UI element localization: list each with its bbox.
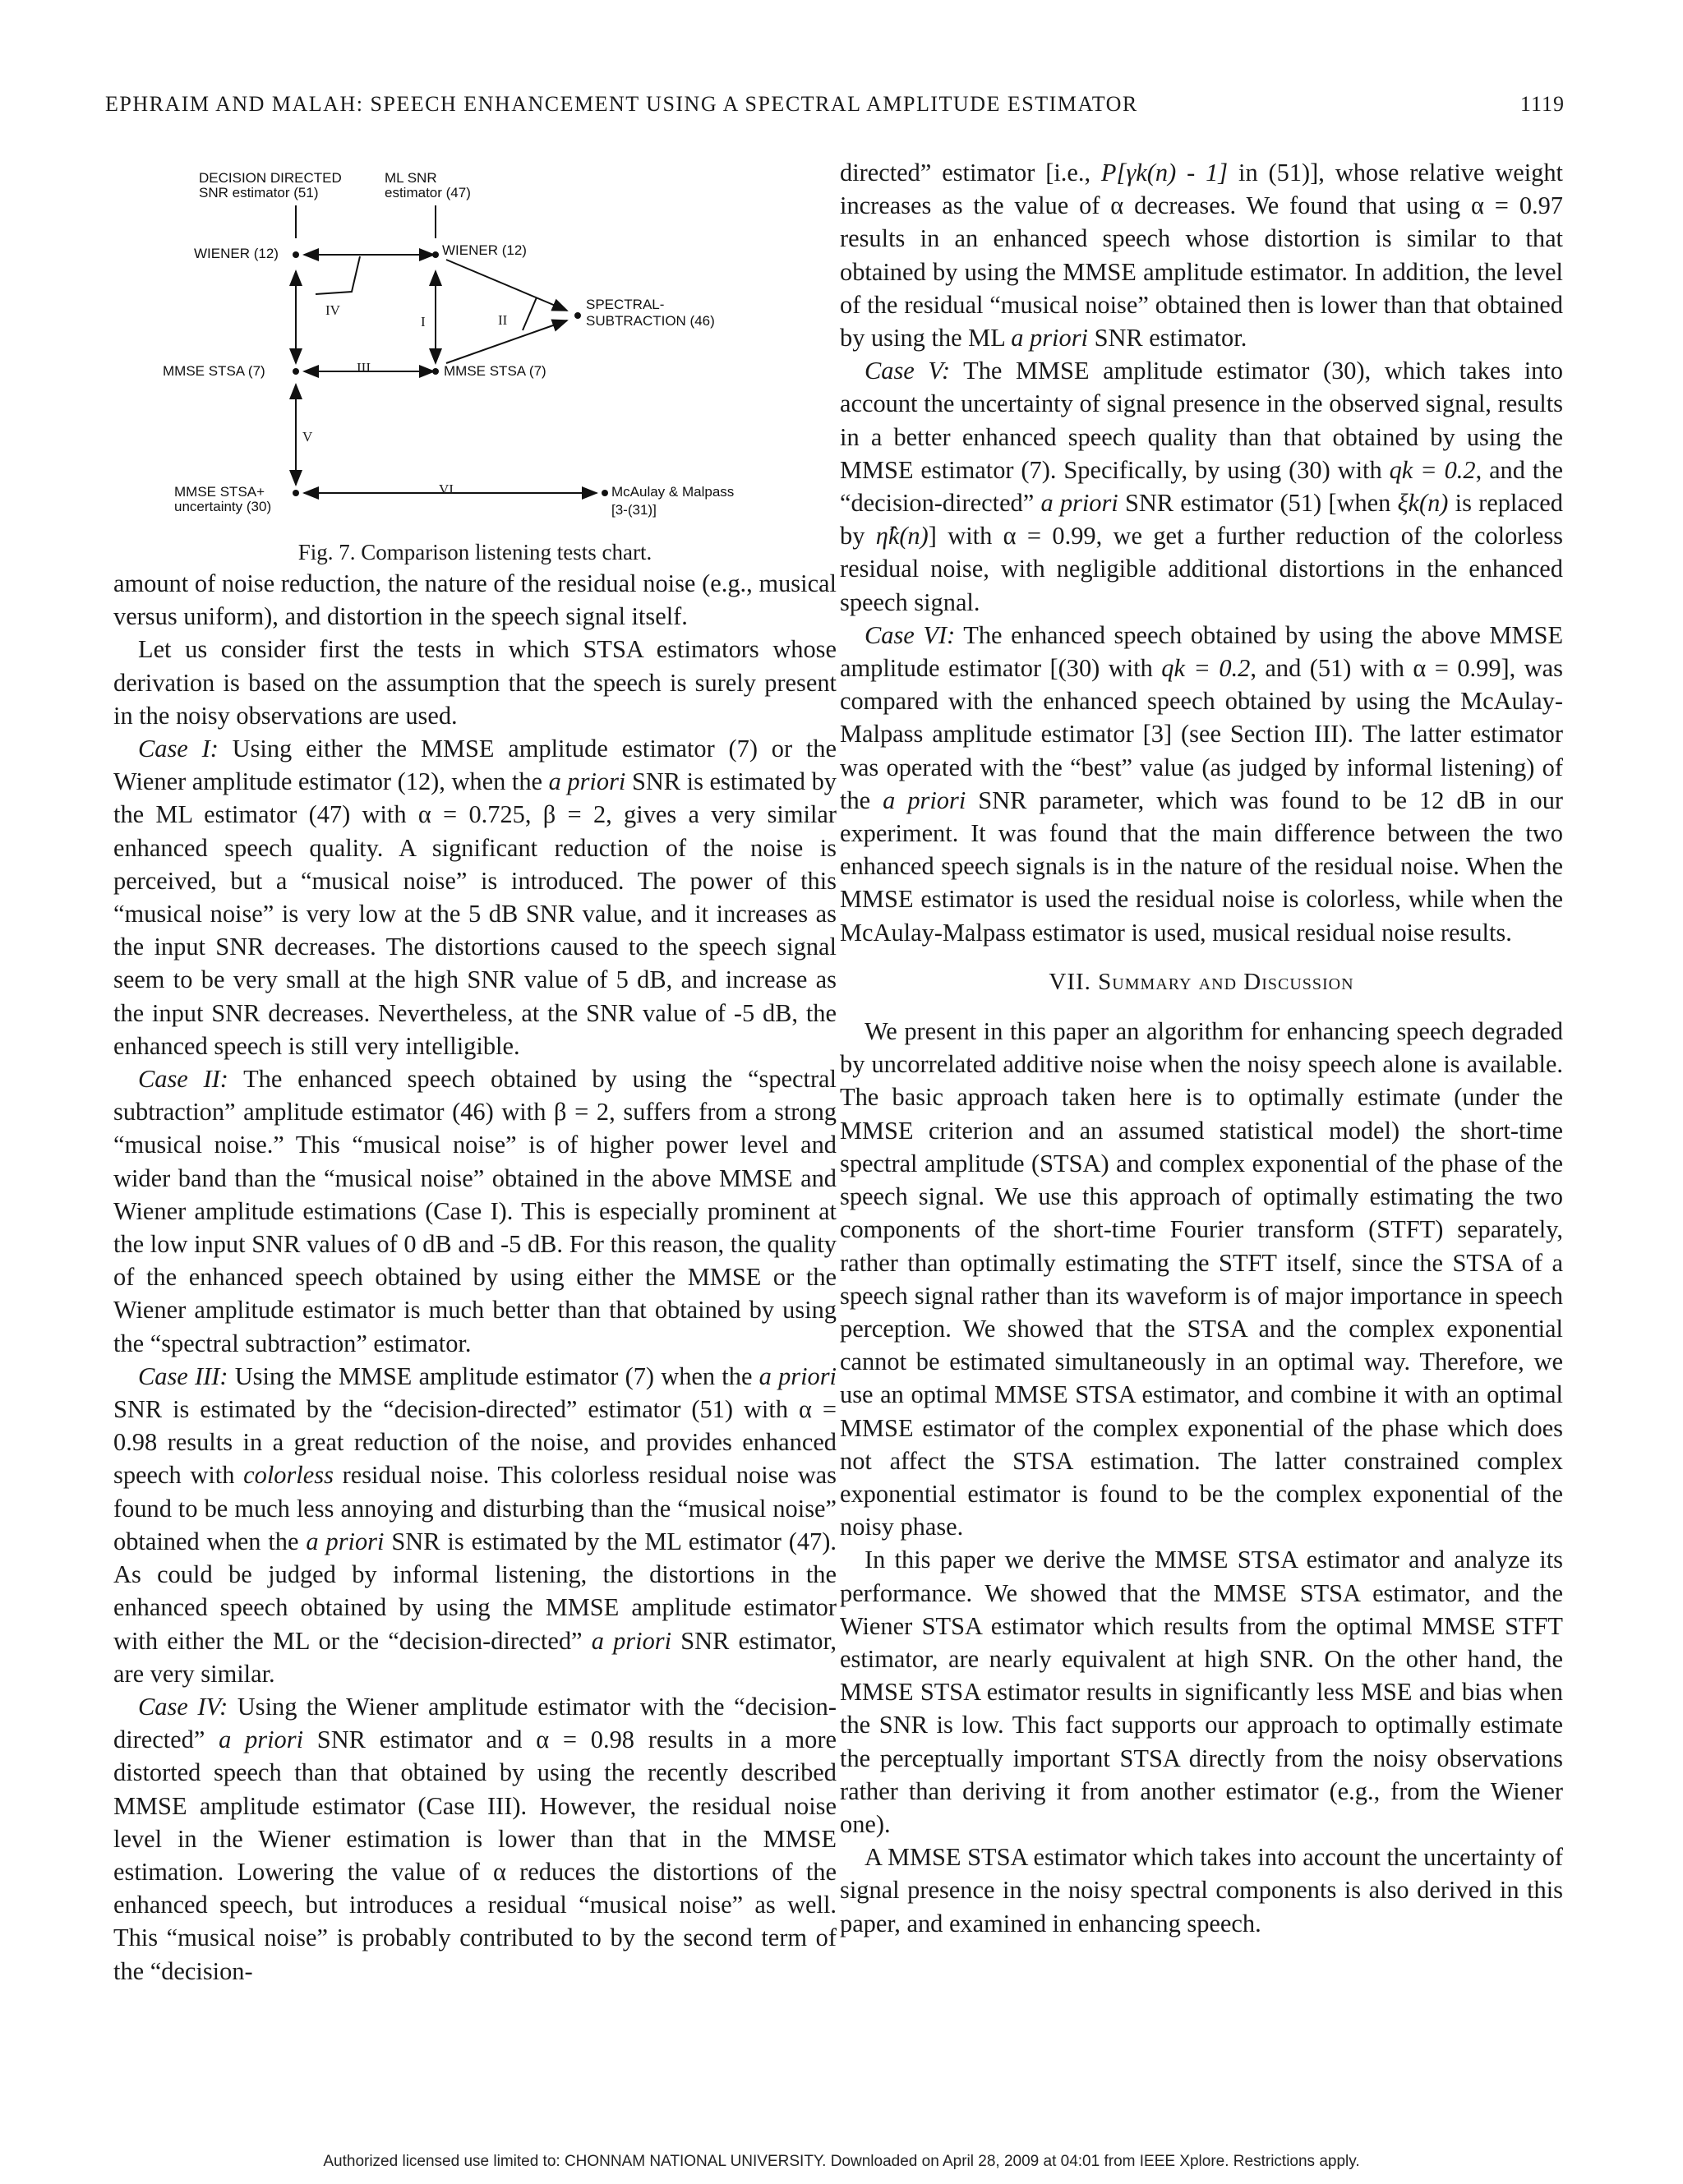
running-header bbox=[105, 92, 1565, 125]
page-number: 1119 bbox=[1519, 92, 1565, 116]
label-mmse-right: MMSE STSA (7) bbox=[444, 363, 546, 379]
label-wiener-left: WIENER (12) bbox=[194, 246, 279, 261]
case-6-label: Case VI: bbox=[865, 620, 956, 649]
label-spectral: SPECTRAL- bbox=[586, 297, 665, 312]
case-4-label: Case IV: bbox=[138, 1692, 228, 1721]
node-wiener-left bbox=[293, 251, 299, 258]
label-mmse-left: MMSE STSA (7) bbox=[163, 363, 265, 379]
paragraph-case-4: Case IV: Using the Wiener amplitude estimator with the “decision-directed” a priori SNR estimator and α = 0.98 results in a more distorted speech than that obtained by using the recently described MMSE amplitude estimator (Case III). However, the residual noise level in the Wiener estimation is lower than that in the MMSE estimation. Lowering the value of α reduces the distortions of the enhanced speech, but introduces a residual “musical noise” as well. This “musical noise” is probably contributed to by the second term of the “decision- bbox=[113, 1692, 837, 1985]
label-decision-directed: DECISION DIRECTED bbox=[199, 170, 342, 186]
paragraph-noise-reduction: amount of noise reduction, the nature of the residual noise (e.g., musical versus uniform), and distortion in the speech signal itself. bbox=[113, 569, 837, 631]
case-1-label: Case I: bbox=[138, 735, 219, 763]
label-ml-snr: ML SNR bbox=[385, 170, 437, 186]
label-decision-directed-sub: SNR estimator (51) bbox=[199, 185, 319, 200]
numeral-ii: II bbox=[498, 312, 508, 328]
numeral-iii: III bbox=[357, 360, 371, 376]
paragraph-case-5: Case V: The MMSE amplitude estimator (30), which takes into account the uncertainty of signal presence in the observed signal, results in a better enhanced speech quality than that obtained by using the MMSE estimator (7). Specifically, by using (30) with qk = 0.2, and the “decision-directed” a priori SNR estimator (51) [when ξk(n) is replaced by η̂k(n)] with α = 0.99, we get a further reduction of the colorless residual noise, with negligible additional distortions in the enhanced speech signal. bbox=[840, 357, 1563, 616]
node-wiener-right bbox=[432, 251, 439, 258]
paragraph-case-6: Case VI: The enhanced speech obtained by using the above MMSE amplitude estimator [(30) with qk = 0.2, and (51) with α = 0.99], was compared with the enhanced speech obtained by using the McAulay-Malpass amplitude estimator [3] (see Section III). The latter estimator was operated with the “best” value (as judged by informal listening) of the a priori SNR parameter, which was found to be 12 dB in our experiment. It was found that the main difference between the two enhanced speech signals is in the nature of the residual noise. When the MMSE estimator is used the residual noise is colorless, while when the McAulay-Malpass estimator is used, musical residual noise results. bbox=[840, 620, 1564, 947]
node-mmse-right bbox=[432, 368, 439, 375]
paragraph-summary-1: We present in this paper an algorithm for enhancing speech degraded by uncorrelated additive noise when the noisy speech alone is available. The basic approach taken here is to optimally estimate (under the MMSE criterion and an assumed statistical model) the short-time spectral amplitude (STSA) and complex exponential of the phase of the speech signal. We use this approach of optimally estimating the two components of the short-time Fourier transform (STFT) separately, rather than optimally estimating the STFT itself, since the STSA of a speech signal rather than its waveform is of major importance in speech perception. We showed that the STSA and the complex exponential cannot be estimated simultaneously in an optimal way. Therefore, we use an optimal MMSE STSA estimator, and combine it with an optimal MMSE estimator of the complex exponential of the phase which does not affect the STSA estimation. The latter constrained complex exponential estimator is found to be the complex exponential of the noisy phase. bbox=[840, 1017, 1563, 1541]
ii-divider bbox=[523, 297, 537, 330]
running-title: EPHRAIM AND MALAH: SPEECH ENHANCEMENT USING A SPECTRAL AMPLITUDE ESTIMATOR bbox=[105, 92, 1138, 116]
label-spectral-sub: SUBTRACTION (46) bbox=[586, 313, 715, 329]
arrow-ii-upper bbox=[446, 260, 567, 311]
paragraph-summary-2: In this paper we derive the MMSE STSA estimator and analyze its performance. We showed that the MMSE STSA estimator, and the Wiener STSA estimator which results from the optimal MMSE STFT estimator, are nearly equivalent at high SNR. On the other hand, the MMSE STSA estimator results in significantly less MSE and bias when the SNR is low. This fact supports our approach to optimally estimate the perceptually important STSA directly from the noisy observations rather than deriving it from another estimator (e.g., from the Wiener one). bbox=[840, 1546, 1563, 1838]
arrow-iv-cross bbox=[316, 256, 360, 294]
label-mmse-uncertainty: MMSE STSA+ bbox=[174, 484, 265, 500]
label-ml-snr-sub: estimator (47) bbox=[385, 185, 471, 200]
case-3-label: Case III: bbox=[138, 1362, 228, 1390]
numeral-vi: VI bbox=[439, 481, 454, 497]
node-mmse-uncertainty bbox=[293, 490, 299, 496]
figure-7 bbox=[113, 156, 837, 567]
label-mcaulay-ref: [3-(31)] bbox=[611, 502, 657, 518]
node-spectral bbox=[574, 312, 581, 319]
right-column bbox=[840, 156, 1563, 1940]
label-mmse-uncertainty-sub: uncertainty (30) bbox=[174, 499, 272, 514]
node-mcaulay bbox=[602, 490, 608, 496]
paragraph-summary-3: A MMSE STSA estimator which takes into account the uncertainty of signal presence in the noisy spectral components is also derived in this paper, and examined in enhancing speech. bbox=[840, 1843, 1563, 1937]
paragraph-case-3: Case III: Using the MMSE amplitude estimator (7) when the a priori SNR is estimated by the “decision-directed” estimator (51) with α = 0.98 results in a great reduction of the noise, and provides enhanced speech with colorless residual noise. This colorless residual noise was found to be much less annoying and disturbing than the “musical noise” obtained when the a priori SNR is estimated by the ML estimator (47). As could be judged by informal listening, the distortions in the enhanced speech obtained by using the MMSE amplitude estimator with either the ML or the “decision-directed” a priori SNR estimator, are very similar. bbox=[113, 1362, 837, 1688]
numeral-v: V bbox=[302, 429, 313, 445]
label-wiener-right: WIENER (12) bbox=[442, 242, 527, 258]
figure-caption: Fig. 7. Comparison listening tests chart. bbox=[297, 540, 652, 564]
numeral-iv: IV bbox=[325, 302, 340, 318]
node-mmse-left bbox=[293, 368, 299, 375]
label-mcaulay: McAulay & Malpass bbox=[611, 484, 735, 500]
section-heading-summary: VII. Summary and Discussion bbox=[1049, 968, 1354, 995]
paragraph-case-1: Case I: Using either the MMSE amplitude estimator (7) or the Wiener amplitude estimator (12), when the a priori SNR is estimated by the ML estimator (47) with α = 0.725, β = 2, gives a very similar enhanced speech quality. A significant reduction of the noise is perceived, but a “musical noise” is introduced. The power of this “musical noise” is very low at the 5 dB SNR value, and it increases as the input SNR decreases. The distortions caused to the speech signal seem to be very small at the high SNR value of 5 dB, and increase as the input SNR decreases. Nevertheless, at the SNR value of -5 dB, the enhanced speech is still very intelligible. bbox=[113, 735, 837, 1060]
comparison-chart bbox=[113, 156, 837, 534]
numeral-i: I bbox=[421, 314, 426, 329]
left-column bbox=[113, 156, 837, 1988]
paragraph-case-4-continued: directed” estimator [i.e., P[γk(n) - 1] in (51)], whose relative weight increases as the value of α decreases. We found that using α = 0.97 results in an enhanced speech whose distortion is similar to that obtained by using the MMSE amplitude estimator. In addition, the level of the residual “musical noise” obtained then is lower than that obtained by using the ML a priori SNR estimator. bbox=[840, 159, 1563, 352]
license-footer: Authorized licensed use limited to: CHONNAM NATIONAL UNIVERSITY. Downloaded on April 28, 2009 at 04:01 from IEEE Xplore. Restrictions apply. bbox=[323, 2153, 1360, 2170]
paragraph-case-2: Case II: The enhanced speech obtained by using the “spectral subtraction” amplitude estimator (46) with β = 2, suffers from a strong “musical noise.” This “musical noise” is of higher power level and wider band than the “musical noise” obtained in the above MMSE and Wiener amplitude estimations (Case I). This is especially prominent at the low input SNR values of 0 dB and -5 dB. For this reason, the quality of the enhanced speech obtained by using either the MMSE or the Wiener amplitude estimator is much better than that obtained by using the “spectral subtraction” estimator. bbox=[113, 1065, 837, 1357]
case-5-label: Case V: bbox=[865, 357, 951, 385]
paragraph-stsa-tests: Let us consider first the tests in which STSA estimators whose derivation is based on the assumption that the speech is surely present in the noisy observations are used. bbox=[113, 635, 837, 730]
case-2-label: Case II: bbox=[138, 1065, 228, 1094]
